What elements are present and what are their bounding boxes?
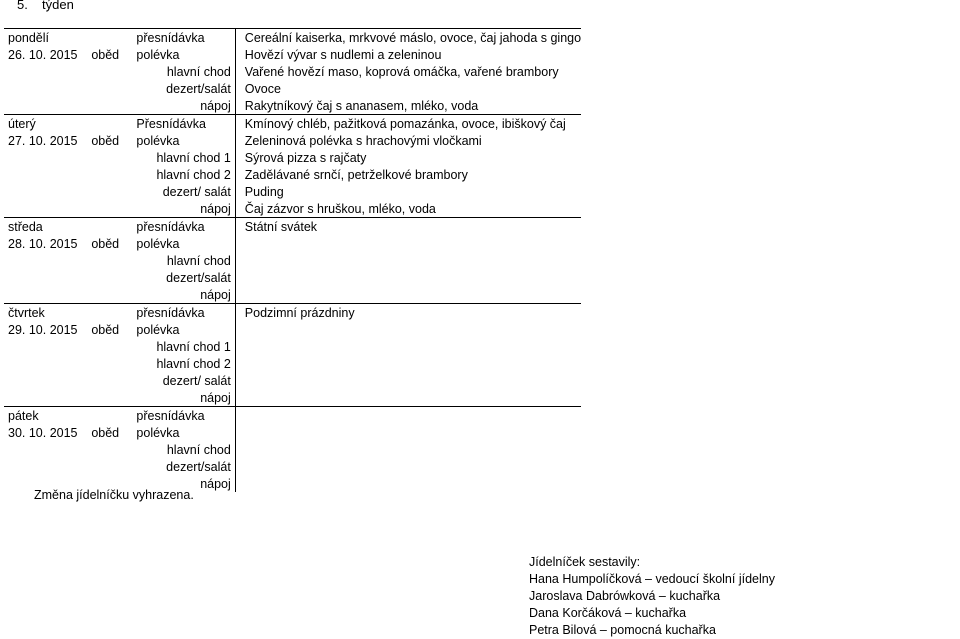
course-value [235,252,581,269]
weekly-menu-table [4,28,960,492]
empty-cell [4,97,87,115]
day-name: pátek [4,407,87,425]
menu-item-row [4,338,960,355]
menu-item-row [4,252,960,269]
course-label: nápoj [132,97,235,115]
empty-cell [581,407,960,425]
menu-item-row [4,458,960,475]
course-value: Zeleninová polévka s hrachovými vločkami [244,134,482,148]
lunch-label: oběd [91,323,120,337]
course-label: dezert/salát [132,269,235,286]
day-name: pondělí [4,29,87,47]
menu-authors [529,554,775,639]
course-label: dezert/salát [132,458,235,475]
empty-cell [87,441,132,458]
course-label: polévka [132,321,235,338]
course-label: polévka [132,132,235,149]
author-entry: Petra Bilová – pomocná kuchařka [529,623,716,637]
meal-value: Cereální kaiserka, mrkvové máslo, ovoce, čaj jahoda s gingo [235,29,581,47]
course-value: Rakytníkový čaj s ananasem, mléko, voda [244,99,479,113]
course-value: Vařené hovězí maso, koprová omáčka, vařené brambory [244,65,559,79]
meal-value: Státní svátek [235,218,581,236]
empty-cell [4,149,87,166]
empty-cell [581,321,960,338]
empty-cell [87,80,132,97]
empty-cell [87,200,132,218]
course-value [235,441,581,458]
empty-cell [581,475,960,492]
menu-item-row [4,441,960,458]
author-entry: Dana Korčáková – kuchařka [529,606,687,620]
authors-list [529,571,775,639]
day-row [4,29,960,47]
empty-cell [87,149,132,166]
empty-cell [581,149,960,166]
empty-cell [87,304,132,322]
empty-cell [87,183,132,200]
lunch-label: oběd [91,134,120,148]
empty-cell [87,286,132,304]
menu-item-row [4,286,960,304]
empty-cell [4,80,87,97]
menu-item-row [4,132,960,149]
empty-cell [87,166,132,183]
empty-cell [581,166,960,183]
menu-item-row [4,183,960,200]
empty-cell [4,441,87,458]
menu-item-row [4,97,960,115]
empty-cell [4,389,87,407]
menu-item-row [4,63,960,80]
course-label: hlavní chod 1 [132,338,235,355]
empty-cell [87,63,132,80]
empty-cell [87,115,132,133]
course-label: nápoj [132,475,235,492]
menu-item-row [4,355,960,372]
course-value [235,235,581,252]
empty-cell [581,115,960,133]
meal-label: přesnídávka [132,29,235,47]
course-value [235,269,581,286]
day-date: 27. 10. 2015 [8,134,78,148]
empty-cell [87,407,132,425]
empty-cell [581,355,960,372]
empty-cell [87,97,132,115]
lunch-label: oběd [91,237,120,251]
day-row [4,115,960,133]
empty-cell [581,80,960,97]
empty-cell [87,29,132,47]
course-value: Čaj zázvor s hruškou, mléko, voda [244,202,436,216]
course-label: polévka [132,424,235,441]
menu-item-row [4,46,960,63]
empty-cell [581,304,960,322]
day-row [4,218,960,236]
day-date: 28. 10. 2015 [8,237,78,251]
course-label: dezert/ salát [132,183,235,200]
course-value [235,458,581,475]
course-label: hlavní chod 1 [132,149,235,166]
day-name: středa [4,218,87,236]
empty-cell [87,355,132,372]
course-value [235,321,581,338]
menu-item-row [4,389,960,407]
empty-cell [581,458,960,475]
course-value: Zadělávané srnčí, petrželkové brambory [244,168,468,182]
menu-item-row [4,166,960,183]
menu-item-row [4,80,960,97]
empty-cell [581,252,960,269]
course-label: dezert/salát [132,80,235,97]
empty-cell [4,286,87,304]
course-value [235,389,581,407]
empty-cell [581,63,960,80]
course-label: nápoj [132,200,235,218]
empty-cell [87,372,132,389]
meal-value: Kmínový chléb, pažitková pomazánka, ovoce, ibiškový čaj [235,115,581,133]
empty-cell [4,458,87,475]
empty-cell [581,286,960,304]
empty-cell [581,46,960,63]
menu-item-row [4,200,960,218]
empty-cell [87,389,132,407]
author-entry: Jaroslava Dabrówková – kuchařka [529,589,721,603]
day-date: 29. 10. 2015 [8,323,78,337]
empty-cell [581,132,960,149]
menu-item-row [4,269,960,286]
empty-cell [87,252,132,269]
empty-cell [581,235,960,252]
meal-label: přesnídávka [132,304,235,322]
course-label: nápoj [132,389,235,407]
course-label: hlavní chod [132,252,235,269]
empty-cell [4,269,87,286]
course-value [235,424,581,441]
day-date: 26. 10. 2015 [8,48,78,62]
empty-cell [87,218,132,236]
course-label: hlavní chod [132,441,235,458]
course-value [235,338,581,355]
empty-cell [4,166,87,183]
empty-cell [581,424,960,441]
course-label: hlavní chod [132,63,235,80]
menu-item-row [4,235,960,252]
menu-change-note: Změna jídelníčku vyhrazena. [34,488,194,502]
empty-cell [581,200,960,218]
menu-item-row [4,149,960,166]
empty-cell [4,338,87,355]
course-value [235,286,581,304]
empty-cell [87,269,132,286]
day-name: úterý [4,115,87,133]
course-value: Ovoce [244,82,281,96]
course-value: Puding [244,185,284,199]
empty-cell [4,252,87,269]
course-label: hlavní chod 2 [132,355,235,372]
week-label: týden [42,0,74,12]
day-row [4,407,960,425]
authors-heading: Jídelníček sestavily: [529,555,641,569]
course-label: nápoj [132,286,235,304]
course-label: polévka [132,46,235,63]
empty-cell [581,441,960,458]
week-number: 5. [17,0,28,12]
course-label: dezert/ salát [132,372,235,389]
empty-cell [87,338,132,355]
empty-cell [4,372,87,389]
course-value [235,475,581,492]
meal-value [235,407,581,425]
menu-item-row [4,424,960,441]
empty-cell [581,183,960,200]
menu-item-row [4,372,960,389]
course-value: Hovězí vývar s nudlemi a zeleninou [244,48,442,62]
meal-label: přesnídávka [132,407,235,425]
meal-value: Podzimní prázdniny [235,304,581,322]
empty-cell [581,97,960,115]
day-date: 30. 10. 2015 [8,426,78,440]
empty-cell [581,218,960,236]
empty-cell [581,372,960,389]
empty-cell [4,355,87,372]
meal-label: Přesnídávka [132,115,235,133]
day-name: čtvrtek [4,304,87,322]
menu-body [4,29,960,493]
meal-label: přesnídávka [132,218,235,236]
lunch-label: oběd [91,426,120,440]
course-value [235,372,581,389]
author-entry: Hana Humpolíčková – vedoucí školní jídelny [529,572,775,586]
course-value: Sýrová pizza s rajčaty [244,151,367,165]
day-row [4,304,960,322]
menu-item-row [4,321,960,338]
course-label: polévka [132,235,235,252]
empty-cell [581,338,960,355]
empty-cell [4,63,87,80]
empty-cell [581,389,960,407]
empty-cell [87,458,132,475]
empty-cell [4,183,87,200]
lunch-label: oběd [91,48,120,62]
empty-cell [4,200,87,218]
empty-cell [581,29,960,47]
course-label: hlavní chod 2 [132,166,235,183]
empty-cell [581,269,960,286]
course-value [235,355,581,372]
